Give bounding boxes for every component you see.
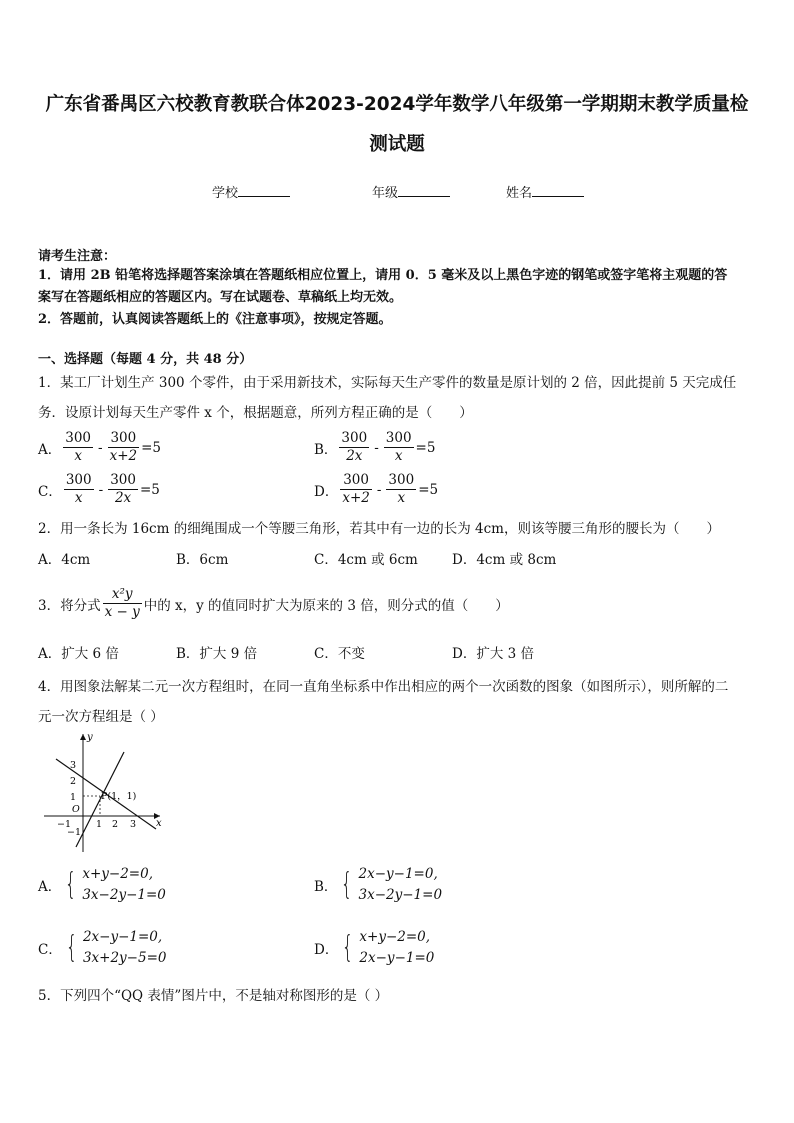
y-axis-arrow xyxy=(80,734,86,740)
q4-option-a: A． { x+y−2=0, 3x−2y−1=0 xyxy=(38,864,166,906)
x-tick-2: 2 xyxy=(112,819,119,830)
notice-item1-line2: 案写在答题纸相应的答题区内。写在试题卷、草稿纸上均无效。 xyxy=(38,290,403,305)
q4-option-c: C． { 2x−y−1=0, 3x+2y−5=0 xyxy=(38,927,166,969)
notice-item2: 2．答题前，认真阅读答题纸上的《注意事项》，按规定答题。 xyxy=(38,312,392,327)
fraction: $\frac{300}{2x}$ xyxy=(341,430,368,464)
q3-stem: 3．将分式 $\frac{\text{x²y}}{x - y}$ 中的 x，y 的值同时扩大为原来的 3 倍，则分式的值（ ） xyxy=(38,586,509,620)
section1-heading: 一、选择题（每题 4 分，共 48 分） xyxy=(38,352,253,367)
q1-option-b: B． $\frac{300}{2x}$ - $\frac{300}{x}$ =5 xyxy=(314,430,436,464)
fraction: $\frac{300}{x+2}$ xyxy=(342,472,370,506)
y-tick-neg1: −1 xyxy=(67,827,82,838)
q3-option-a: A．扩大 6 倍 xyxy=(38,646,119,662)
fraction: $\frac{300}{x+2}$ xyxy=(109,430,138,464)
fraction: $\frac{\text{x²y}}{x - y}$ xyxy=(104,586,140,620)
q1-line1: 1．某工厂计划生产 300 个零件，由于采用新技术，实际每天生产零件的数量是原计划的 2 倍，因此提前 5 天完成任 xyxy=(38,375,737,391)
q4-line2: 元一次方程组是（ ） xyxy=(38,709,164,725)
q4-option-b: B． { 2x−y−1=0, 3x−2y−1=0 xyxy=(314,864,442,906)
q2-option-a: A．4cm xyxy=(38,552,91,568)
y-tick-3: 3 xyxy=(70,760,77,771)
equation-system: { x+y−2=0, 3x−2y−1=0 xyxy=(65,866,166,903)
x-tick-1: 1 xyxy=(96,819,103,830)
equation-system: { 2x−y−1=0, 3x+2y−5=0 xyxy=(65,929,167,966)
page-title-line1: 广东省番禺区六校教育教联合体2023-2024学年数学八年级第一学期期末教学质量检 xyxy=(45,94,749,115)
q4-function-graph xyxy=(38,728,168,858)
origin-label: O xyxy=(72,804,80,815)
q1-option-d: D． $\frac{300}{x+2}$ - $\frac{300}{x}$ =5 xyxy=(314,472,439,506)
q1-option-c: C． $\frac{300}{x}$ - $\frac{300}{2x}$ =5 xyxy=(38,472,160,506)
grade-label: 年级 xyxy=(372,186,399,201)
grade-blank xyxy=(398,184,450,197)
point-p-label: P(1，1) xyxy=(101,791,137,802)
y-axis-label: y xyxy=(87,732,93,743)
fraction: $\frac{300}{x}$ xyxy=(385,430,412,464)
x-axis-label: x xyxy=(156,818,162,829)
q2-option-c: C．4cm 或 6cm xyxy=(314,552,418,568)
fraction: $\frac{300}{x}$ xyxy=(388,472,415,506)
q4-option-d: D． { x+y−2=0, 2x−y−1=0 xyxy=(314,927,434,969)
equation-system: { 2x−y−1=0, 3x−2y−1=0 xyxy=(341,866,443,903)
equation-system: { x+y−2=0, 2x−y−1=0 xyxy=(342,929,435,966)
name-label: 姓名 xyxy=(506,186,533,201)
q2-option-d: D．4cm 或 8cm xyxy=(452,552,557,568)
fraction: $\frac{300}{2x}$ xyxy=(110,472,136,506)
q2-stem: 2．用一条长为 16cm 的细绳围成一个等腰三角形，若其中有一边的长为 4cm，则该等腰三角形的腰长为（ ） xyxy=(38,521,720,537)
q1-line2: 务．设原计划每天生产零件 x 个，根据题意，所列方程正确的是（ ） xyxy=(38,405,473,421)
name-field xyxy=(506,182,584,201)
q3-option-c: C．不变 xyxy=(314,646,365,662)
x-tick-neg1: −1 xyxy=(57,819,72,830)
school-label: 学校 xyxy=(212,186,239,201)
x-tick-3: 3 xyxy=(130,819,137,830)
q3-option-b: B．扩大 9 倍 xyxy=(176,646,258,662)
q5-stem: 5．下列四个“QQ 表情”图片中，不是轴对称图形的是（ ） xyxy=(38,988,389,1004)
q4-line1: 4．用图象法解某二元一次方程组时，在同一直角坐标系中作出相应的两个一次函数的图象（如图所示），则所解的二 xyxy=(38,679,729,695)
school-blank xyxy=(238,184,290,197)
notice-item1-line1: 1．请用 2B 铅笔将选择题答案涂填在答题纸相应位置上，请用 0．5 毫米及以上黑色字迹的钢笔或签字笔将主观题的答 xyxy=(38,268,728,283)
fraction: $\frac{300}{x}$ xyxy=(65,430,92,464)
notice-heading: 请考生注意： xyxy=(38,249,117,264)
q2-option-b: B．6cm xyxy=(176,552,229,568)
y-tick-2: 2 xyxy=(70,776,77,787)
name-blank xyxy=(532,184,584,197)
y-tick-1: 1 xyxy=(70,792,77,803)
q1-option-a: A． $\frac{300}{x}$ - $\frac{300}{x+2}$ =5 xyxy=(38,430,162,464)
page-title-line2: 测试题 xyxy=(369,134,425,155)
grade-field xyxy=(372,182,450,201)
school-field xyxy=(212,182,290,201)
fraction: $\frac{300}{x}$ xyxy=(65,472,92,506)
q3-option-d: D．扩大 3 倍 xyxy=(452,646,534,662)
